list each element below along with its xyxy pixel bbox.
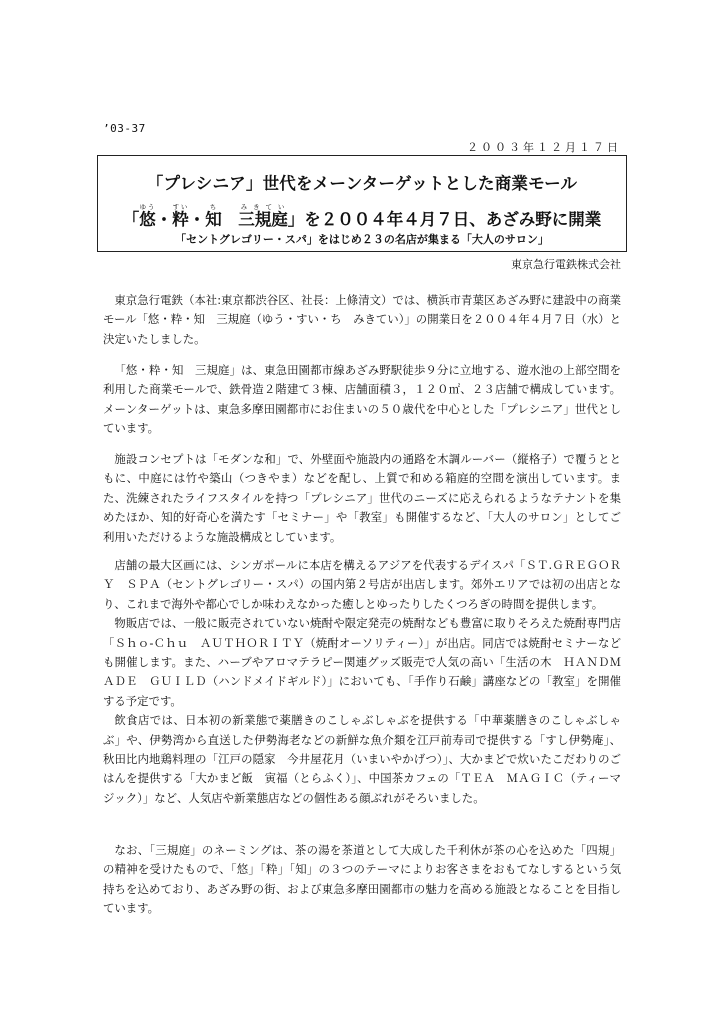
paragraph-retail: 物販店では、一般に販売されていない焼酎や限定発売の焼酎なども豊富に取りそろえた焼酎専門店「Ｓｈｏ-Ｃｈｕ ＡＵＴＨＯＲＩＴＹ（焼酎オーソリティー）」が出店。同店では焼酎セミナーなども開催します。また、ハーブやアロマテラピー関連グッズ販売で人気の高い「生活の木 ＨＡＮＤＭＡＤＥ ＧＵＩＬＤ（ハンドメイドギルド）」においても、「手作り石鹸」講座などの「教室」を開催する予定です。: [103, 616, 621, 708]
headline-line-2-rest: 」を２００４年４月７日、あざみ野に開業: [287, 210, 602, 229]
headline-line-2: [98, 203, 626, 230]
paragraph-overview: 「悠・粋・知 三規庭」は、東急田園都市線あざみ野駅徒歩９分に立地する、遊水池の上部空間を利用した商業モールで、鉄骨造２階建て３棟、店舗面積３，１２０㎡、２３店舗で構成しています。メーンターゲットは、東急多摩田園都市にお住まいの５０歳代を中心とした「プレシニア」世代としています。: [103, 363, 621, 436]
ruby-yu: 悠ゆう: [139, 203, 156, 229]
ruby-chi: 知ち: [205, 203, 222, 229]
paragraph-announcement: 東京急行電鉄（本社:東京都渋谷区、社長：上條清文）では、横浜市青葉区あざみ野に建設中の商業モール「悠・粋・知 三規庭（ゆう・すい・ち みきてい）」の開業日を２００４年４月７日（水）と決定いたしました。: [103, 293, 621, 346]
release-date: ２００３年１２月１７日: [467, 141, 621, 154]
headline-box: [97, 155, 627, 252]
bracket-open: 「: [122, 210, 140, 229]
paragraph-naming: なお、「三規庭」のネーミングは、茶の湯を茶道として大成した千利休が茶の心を込めた「四規」の精神を受けたもので、「悠」「粋」「知」の３つのテーマによりお客さまをおもてなしするという気持ちを込めており、あざみ野の街、および東急多摩田園都市の魅力を高める施設となることを目指しています。: [103, 843, 621, 916]
headline-line-1: 「プレシニア」世代をメーンターゲットとした商業モール: [146, 174, 578, 193]
paragraph-dining: 飲食店では、日本初の新業態で薬膳きのこしゃぶしゃぶを提供する「中華薬膳きのこしゃぶしゃぶ」や、伊勢湾から直送した伊勢海老などの新鮮な魚介類を江戸前寿司で提供する「すし伊勢庵」、秋田比内地鶏料理の「江戸の隠家 今井屋花月（いまいやかげつ）」、大かまどで炊いたこだわりのごはんを提供する「大かまど飯 寅福（とらふく）」、中国茶カフェの「ＴＥＡ ＭＡＧＩＣ（ティーマジック）」など、人気店や新業態店などの個性ある顔ぶれがそろいました。: [103, 713, 621, 805]
ruby-mikitei: 三規庭みきてい: [238, 203, 288, 229]
ruby-sui: 粋すい: [172, 203, 189, 229]
paragraph-concept: 施設コンセプトは「モダンな和」で、外壁面や施設内の通路を木調ルーバー（縦格子）で覆うとともに、中庭には竹や築山（つきやま）などを配し、上質で和める箱庭的空間を演出しています。また、洗練されたライフスタイルを持つ「プレシニア」世代のニーズに応えられるようなテナントを集めたほか、知的好奇心を満たす「セミナー」や「教室」も開催するなど、「大人のサロン」としてご利用いただけるような施設構成としています。: [103, 452, 621, 544]
document-number: ’03-37: [103, 122, 146, 135]
separator: ・: [188, 210, 206, 229]
paragraph-spa: 店舗の最大区画には、シンガポールに本店を構えるアジアを代表するデイスパ「ＳＴ.ＧＲＥＧＯＲＹ ＳＰＡ（セントグレゴリー・スパ）の国内第２号店が出店します。郊外エリアでは初の出店となり、これまで海外や都心でしか味わえなかった癒しとゆったりしたくつろぎの時間を提供します。: [103, 558, 621, 611]
separator: ・: [155, 210, 173, 229]
headline-subtitle: 「セントグレゴリー・スパ」をはじめ２３の名店が集まる「大人のサロン」: [175, 233, 549, 246]
paragraph-tenants: [103, 556, 621, 808]
company-name: 東京急行電鉄株式会社: [511, 258, 621, 271]
